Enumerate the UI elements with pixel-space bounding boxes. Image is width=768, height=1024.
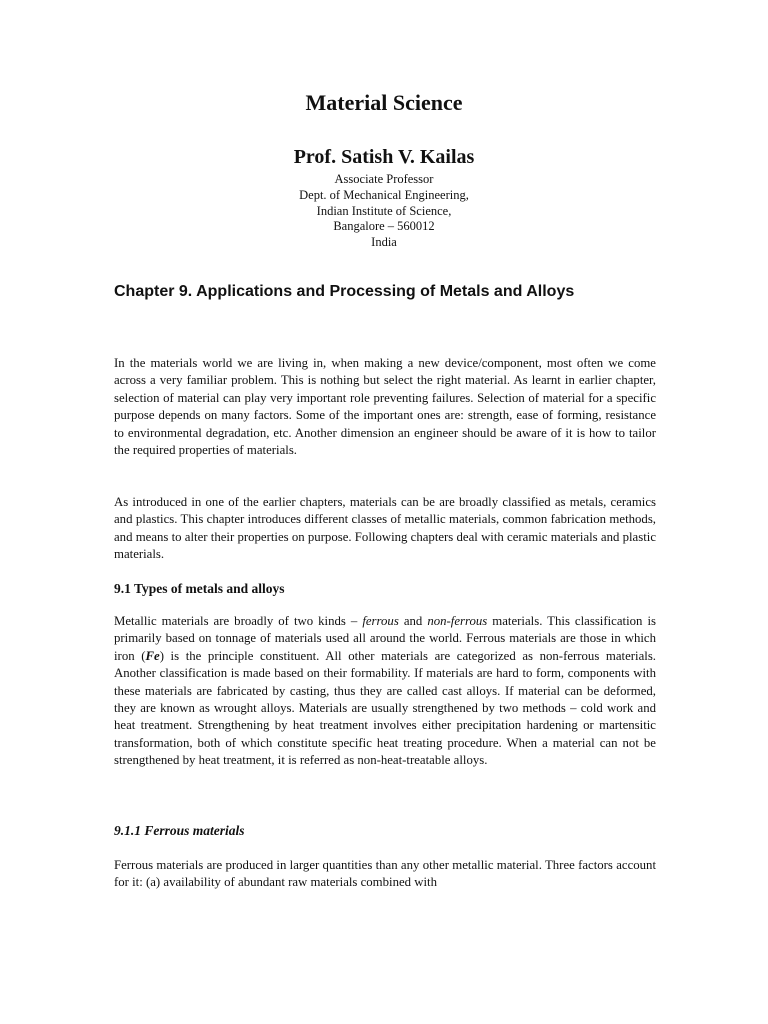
chapter-heading: Chapter 9. Applications and Processing of Metals and Alloys [114, 283, 575, 300]
affiliation-institute: Indian Institute of Science, [316, 203, 452, 218]
affiliation-department: Dept. of Mechanical Engineering, [299, 187, 469, 202]
affiliation-country: India [371, 235, 397, 250]
author-name: Prof. Satish V. Kailas [293, 146, 475, 168]
text-run: Metallic materials are broadly of two kinds – [114, 614, 363, 628]
text-run: materials. This classification is primarily based on tonnage of materials used all around the world. Ferrous materials are those in which iron ( [114, 614, 656, 663]
text-run: ) is the principle constituent. All other materials are categorized as non-ferrous materials. Another classification is made based on their formability. If materials are hard to form, components with these materials are fabricated by casting, thus they are called cast alloys. If material can be deformed, they are known as wrought alloys. Materials are usually strengthened by two methods – cold work and heat treatment. Strengthening by heat treatment involves either precipitation hardening or martensitic transformation, both of which constitute specific heat treating procedure. When a material can not be strengthened by heat treatment, it is referred as non-heat-treatable alloys. [114, 648, 657, 768]
intro-paragraph: In the materials world we are living in, when making a new device/component, most often we come across a very familiar problem. This is nothing but select the right material. As learnt in earlier chapter, selection of material can play very important role preventing failures. Selection of material for a specific purpose depends on many factors. Some of the important ones are: strength, ease of forming, resistance to environmental degradation, etc. Another dimension an engineer should be aware of it is how to tailor the required properties of materials. [114, 356, 656, 458]
ferrous-materials-paragraph: Ferrous materials are produced in larger quantities than any other metallic material. Three factors account for it: (a) availability of abundant raw materials combined with [114, 858, 656, 890]
text-run: and [398, 614, 428, 628]
affiliation-position: Associate Professor [334, 172, 434, 186]
non-ferrous-term: non-ferrous [427, 614, 488, 628]
classification-paragraph: As introduced in one of the earlier chapters, materials can be are broadly classified as metals, ceramics and plastics. This chapter introduces different classes of metallic materials, common fabrication methods, and means to alter their properties on purpose. Following chapters deal with ceramic materials and plastic materials. [114, 495, 656, 562]
subsection-heading-ferrous-materials: 9.1.1 Ferrous materials [114, 823, 245, 838]
document-title: Material Science [305, 90, 463, 115]
author-affiliation [0, 172, 768, 251]
affiliation-city: Bangalore – 560012 [333, 219, 435, 234]
ferrous-term: ferrous [362, 614, 399, 628]
metallic-materials-paragraph [114, 613, 656, 770]
iron-symbol: Fe [145, 648, 160, 663]
section-heading-types-of-metals: 9.1 Types of metals and alloys [114, 581, 285, 596]
